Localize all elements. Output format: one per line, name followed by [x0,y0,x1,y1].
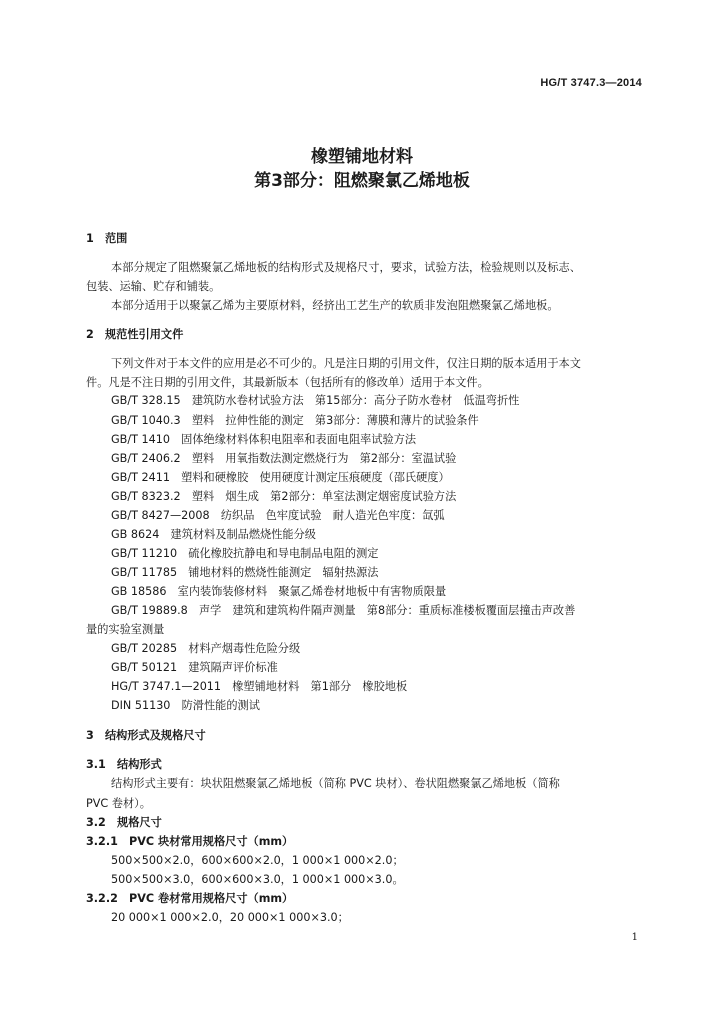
reference-item: GB/T 11785 铺地材料的燃烧性能测定 辐射热源法 [111,566,379,579]
section-1-paragraph-2: 本部分适用于以聚氯乙烯为主要原材料，经挤出工艺生产的软质非发泡阻燃聚氯乙烯地板。 [111,299,559,312]
reference-item: GB/T 50121 建筑隔声评价标准 [111,661,278,674]
reference-item: GB 8624 建筑材料及制品燃烧性能分级 [111,528,316,541]
reference-item-continuation: 量的实验室测量 [86,623,165,636]
reference-item: DIN 51130 防滑性能的测试 [111,699,260,712]
roll-size-row-1: 20 000×1 000×2.0，20 000×1 000×3.0； [111,911,349,924]
reference-item: GB 18586 室内装饰装修材料 聚氯乙烯卷材地板中有害物质限量 [111,585,447,598]
section-3-2-2-heading: 3.2.2 PVC 卷材常用规格尺寸（mm） [86,892,294,905]
block-size-row-2: 500×500×3.0，600×600×3.0，1 000×1 000×3.0。 [111,873,404,886]
section-1-paragraph-1a: 本部分规定了阻燃聚氯乙烯地板的结构形式及规格尺寸，要求，试验方法，检验规则以及标志、 [111,261,581,274]
section-3-heading: 3 结构形式及规格尺寸 [86,729,206,742]
reference-item: GB/T 8427—2008 纺织品 色牢度试验 耐人造光色牢度：氙弧 [111,509,445,522]
reference-item: GB/T 19889.8 声学 建筑和建筑构件隔声测量 第8部分：重质标准楼板覆面层撞击声改善 [111,604,576,617]
section-3-1-heading: 3.1 结构形式 [86,758,162,771]
reference-item: GB/T 8323.2 塑料 烟生成 第2部分：单室法测定烟密度试验方法 [111,490,457,503]
reference-item: GB/T 20285 材料产烟毒性危险分级 [111,642,301,655]
section-2-paragraph-1b: 件。凡是不注日期的引用文件，其最新版本（包括所有的修改单）适用于本文件。 [86,376,489,389]
section-2-paragraph-1a: 下列文件对于本文件的应用是必不可少的。凡是注日期的引用文件，仅注日期的版本适用于本文 [111,357,581,370]
document-body [86,0,642,1024]
reference-item: GB/T 328.15 建筑防水卷材试验方法 第15部分：高分子防水卷材 低温弯折性 [111,394,520,407]
page-number: 1 [631,932,638,943]
standard-code: HG/T 3747.3—2014 [540,77,642,89]
section-2-heading: 2 规范性引用文件 [86,328,184,341]
reference-item: GB/T 1410 固体绝缘材料体积电阻率和表面电阻率试验方法 [111,433,417,446]
reference-item: GB/T 1040.3 塑料 拉伸性能的测定 第3部分：薄膜和薄片的试验条件 [111,414,479,427]
section-3-1-paragraph-b: PVC 卷材）。 [86,797,151,810]
document-title-line1: 橡塑铺地材料 [311,147,413,167]
section-3-2-1-heading: 3.2.1 PVC 块材常用规格尺寸（mm） [86,835,294,848]
reference-item: GB/T 2406.2 塑料 用氧指数法测定燃烧行为 第2部分：室温试验 [111,452,457,465]
reference-item: GB/T 2411 塑料和硬橡胶 使用硬度计测定压痕硬度（邵氏硬度） [111,471,450,484]
document-title-line2: 第3部分：阻燃聚氯乙烯地板 [254,171,470,191]
reference-item: GB/T 11210 硫化橡胶抗静电和导电制品电阻的测定 [111,547,379,560]
section-3-2-heading: 3.2 规格尺寸 [86,816,162,829]
reference-item: HG/T 3747.1—2011 橡塑铺地材料 第1部分 橡胶地板 [111,680,408,693]
section-1-heading: 1 范围 [86,232,128,245]
section-3-1-paragraph-a: 结构形式主要有：块状阻燃聚氯乙烯地板（简称 PVC 块材）、卷状阻燃聚氯乙烯地板（简称 [111,777,560,790]
section-1-paragraph-1b: 包装、运输、贮存和铺装。 [86,280,221,293]
block-size-row-1: 500×500×2.0，600×600×2.0，1 000×1 000×2.0； [111,854,404,867]
